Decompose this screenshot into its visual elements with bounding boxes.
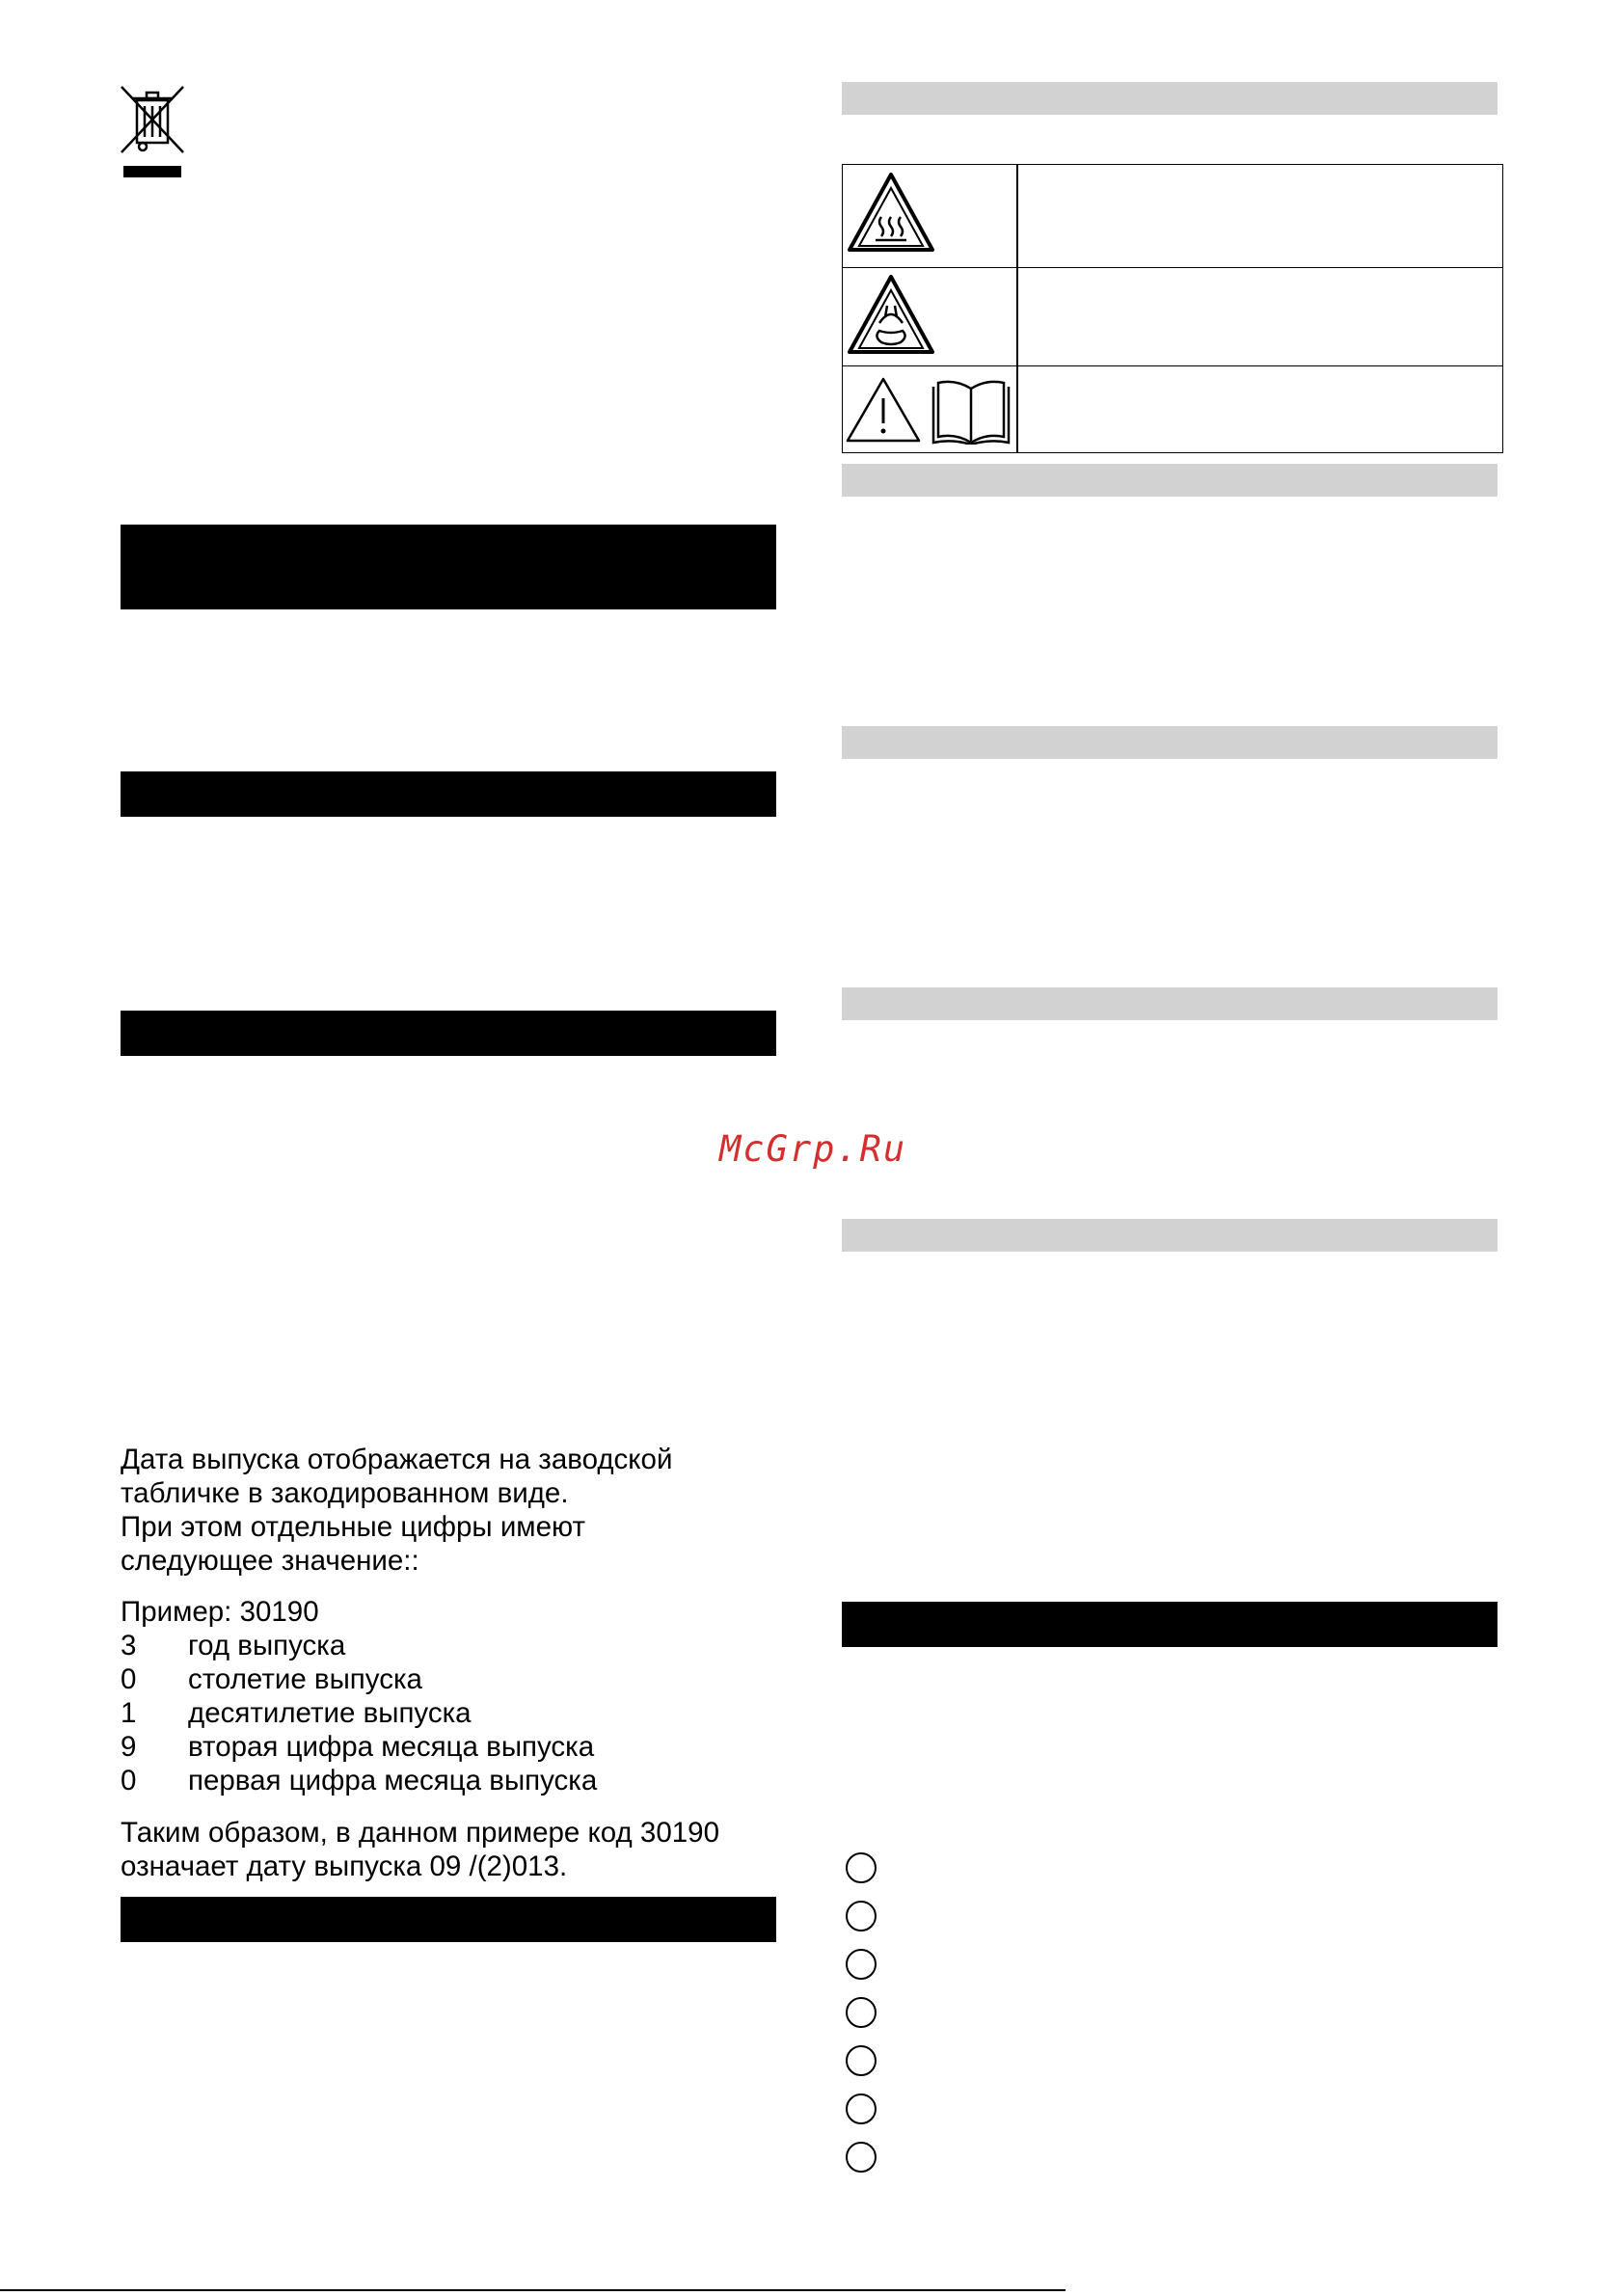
production-date-paragraph-line: Дата выпуска отображается на заводской bbox=[121, 1444, 673, 1475]
watermark-text: McGrp.Ru bbox=[719, 1128, 907, 1170]
numbered-callout-icon bbox=[846, 2093, 877, 2124]
crossed-out-wheelie-bin-icon bbox=[118, 83, 187, 183]
code-digit: 9 bbox=[121, 1731, 137, 1763]
code-digit: 3 bbox=[121, 1630, 137, 1661]
production-date-paragraph-line: табличке в закодированном виде. bbox=[121, 1477, 569, 1509]
code-digit-row bbox=[121, 1730, 594, 1764]
code-meaning: столетие выпуска bbox=[188, 1663, 422, 1695]
code-digit: 0 bbox=[121, 1765, 137, 1796]
subsection-header-bar bbox=[842, 1219, 1498, 1252]
numbered-callout-icon bbox=[846, 2045, 877, 2076]
code-digit: 0 bbox=[121, 1663, 137, 1695]
numbered-callout-icon bbox=[846, 2142, 877, 2173]
toxic-fumes-warning-icon bbox=[845, 271, 937, 360]
subsection-header-bar bbox=[842, 82, 1498, 115]
general-warning-icon bbox=[845, 375, 922, 445]
production-date-paragraph-line: следующее значение:: bbox=[121, 1545, 419, 1577]
footer-rule bbox=[0, 2289, 1066, 2291]
code-meaning: год выпуска bbox=[188, 1630, 346, 1661]
code-meaning: первая цифра месяца выпуска bbox=[188, 1765, 598, 1796]
subsection-header-bar bbox=[842, 987, 1498, 1020]
hot-surface-warning-icon bbox=[845, 169, 937, 257]
section-header-bar bbox=[121, 771, 776, 817]
code-digit-row bbox=[121, 1764, 597, 1797]
numbered-callout-icon bbox=[846, 1949, 877, 1980]
section-header-bar bbox=[842, 1602, 1498, 1647]
subsection-header-bar bbox=[842, 464, 1498, 497]
code-digit-row bbox=[121, 1662, 422, 1696]
code-meaning: вторая цифра месяца выпуска bbox=[188, 1731, 595, 1763]
section-header-bar bbox=[121, 525, 776, 609]
example-label: Пример: 30190 bbox=[121, 1596, 319, 1628]
read-manual-warning-icon bbox=[930, 375, 1012, 445]
numbered-callout-icon bbox=[846, 1852, 877, 1883]
section-header-bar bbox=[121, 1011, 776, 1056]
code-digit: 1 bbox=[121, 1697, 137, 1729]
production-date-paragraph-line: При этом отдельные цифры имеют bbox=[121, 1511, 585, 1543]
numbered-callout-icon bbox=[846, 1997, 877, 2028]
safety-symbols-table bbox=[842, 164, 1503, 453]
conclusion-line: означает дату выпуска 09 /(2)013. bbox=[121, 1850, 568, 1882]
code-digit-row bbox=[121, 1629, 345, 1662]
subsection-header-bar bbox=[842, 726, 1498, 759]
section-header-bar bbox=[121, 1897, 776, 1942]
code-digit-row bbox=[121, 1696, 472, 1730]
code-meaning: десятилетие выпуска bbox=[188, 1697, 472, 1729]
numbered-callout-icon bbox=[846, 1901, 877, 1931]
conclusion-line: Таким образом, в данном примере код 30190 bbox=[121, 1817, 719, 1849]
